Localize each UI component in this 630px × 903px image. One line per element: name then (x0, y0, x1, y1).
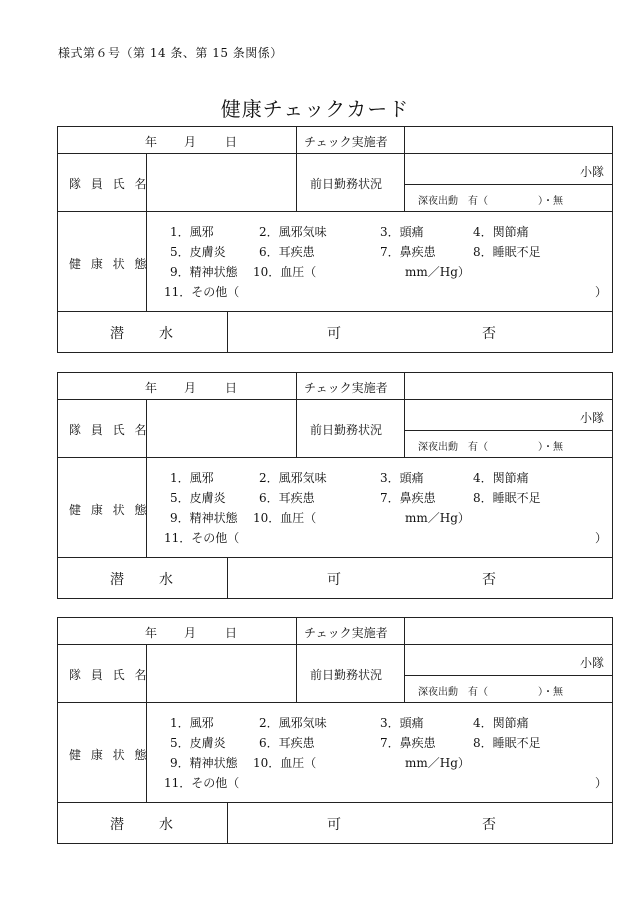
health-check-card (57, 617, 613, 844)
dive-label-char-1: 潜 (110, 326, 124, 342)
health-status-label: 健 康 状 態 (69, 748, 150, 762)
dive-label-char-2: 水 (159, 817, 173, 833)
member-name-label: 隊 員 氏 名 (69, 423, 150, 437)
condition-item[interactable]: 5．皮膚炎 (170, 245, 226, 259)
condition-item[interactable]: 7．鼻疾患 (380, 491, 436, 505)
dive-allowed-option[interactable]: 可 (327, 817, 341, 833)
condition-item[interactable]: 7．鼻疾患 (380, 736, 436, 750)
health-check-card (57, 372, 613, 599)
condition-item[interactable]: 8．睡眠不足 (473, 736, 541, 750)
dive-label-char-2: 水 (159, 326, 173, 342)
other-close-paren: ） (595, 776, 608, 790)
blood-pressure-unit: mm／Hg） (405, 265, 470, 279)
condition-item[interactable]: 6．耳疾患 (259, 245, 315, 259)
checker-label: チェック実施者 (304, 626, 388, 640)
condition-item[interactable]: 3．頭痛 (380, 471, 424, 485)
dive-denied-option[interactable]: 否 (482, 326, 496, 342)
member-name-field[interactable] (147, 154, 296, 211)
unit-suffix: 小隊 (580, 656, 605, 670)
checker-field[interactable] (405, 373, 612, 399)
conditions-list (147, 703, 612, 802)
condition-item[interactable]: 2．風邪気味 (259, 716, 327, 730)
month-label: 月 (184, 135, 197, 149)
other-close-paren: ） (595, 285, 608, 299)
dive-denied-option[interactable]: 否 (482, 572, 496, 588)
dive-denied-option[interactable]: 否 (482, 817, 496, 833)
condition-item[interactable]: 9．精神状態 (170, 265, 238, 279)
health-check-card (57, 126, 613, 353)
other-close-paren: ） (595, 531, 608, 545)
condition-item[interactable]: 8．睡眠不足 (473, 245, 541, 259)
checker-field[interactable] (405, 618, 612, 644)
day-label: 日 (225, 135, 238, 149)
condition-item[interactable]: 3．頭痛 (380, 225, 424, 239)
blood-pressure-unit: mm／Hg） (405, 511, 470, 525)
dive-label-char-1: 潜 (110, 817, 124, 833)
unit-suffix: 小隊 (580, 411, 605, 425)
form-reference: 様式第６号（第 14 条、第 15 条関係） (58, 46, 283, 60)
condition-item[interactable]: 1．風邪 (170, 225, 214, 239)
year-label: 年 (145, 135, 158, 149)
condition-item[interactable]: 5．皮膚炎 (170, 736, 226, 750)
member-name-field[interactable] (147, 645, 296, 702)
dive-allowed-option[interactable]: 可 (327, 572, 341, 588)
year-label: 年 (145, 626, 158, 640)
prev-duty-label: 前日勤務状況 (310, 668, 383, 682)
condition-item[interactable]: 4．関節痛 (473, 225, 529, 239)
condition-item[interactable]: 1．風邪 (170, 471, 214, 485)
condition-item[interactable]: 6．耳疾患 (259, 491, 315, 505)
condition-item[interactable]: 5．皮膚炎 (170, 491, 226, 505)
dive-label-char-2: 水 (159, 572, 173, 588)
conditions-list (147, 212, 612, 311)
condition-item[interactable]: 7．鼻疾患 (380, 245, 436, 259)
health-status-label: 健 康 状 態 (69, 503, 150, 517)
unit-suffix: 小隊 (580, 165, 605, 179)
year-label: 年 (145, 381, 158, 395)
condition-item[interactable]: 10．血圧（ (253, 265, 317, 279)
condition-item[interactable]: 8．睡眠不足 (473, 491, 541, 505)
checker-label: チェック実施者 (304, 135, 388, 149)
condition-item[interactable]: 4．関節痛 (473, 471, 529, 485)
night-duty-status[interactable]: 深夜出動 有（ ）・無 (418, 196, 563, 207)
condition-item[interactable]: 9．精神状態 (170, 511, 238, 525)
condition-item[interactable]: 2．風邪気味 (259, 225, 327, 239)
dive-allowed-option[interactable]: 可 (327, 326, 341, 342)
checker-field[interactable] (405, 127, 612, 153)
month-label: 月 (184, 626, 197, 640)
condition-item[interactable]: 1．風邪 (170, 716, 214, 730)
page-title: 健康チェックカード (220, 97, 410, 121)
prev-duty-label: 前日勤務状況 (310, 177, 383, 191)
dive-label-char-1: 潜 (110, 572, 124, 588)
health-status-label: 健 康 状 態 (69, 257, 150, 271)
condition-item[interactable]: 2．風邪気味 (259, 471, 327, 485)
condition-item[interactable]: 11．その他（ (164, 531, 240, 545)
condition-item[interactable]: 10．血圧（ (253, 756, 317, 770)
condition-item[interactable]: 3．頭痛 (380, 716, 424, 730)
prev-duty-label: 前日勤務状況 (310, 423, 383, 437)
condition-item[interactable]: 6．耳疾患 (259, 736, 315, 750)
condition-item[interactable]: 4．関節痛 (473, 716, 529, 730)
checker-label: チェック実施者 (304, 381, 388, 395)
night-duty-status[interactable]: 深夜出動 有（ ）・無 (418, 442, 563, 453)
conditions-list (147, 458, 612, 557)
member-name-label: 隊 員 氏 名 (69, 668, 150, 682)
condition-item[interactable]: 10．血圧（ (253, 511, 317, 525)
condition-item[interactable]: 9．精神状態 (170, 756, 238, 770)
condition-item[interactable]: 11．その他（ (164, 285, 240, 299)
night-duty-status[interactable]: 深夜出動 有（ ）・無 (418, 687, 563, 698)
member-name-label: 隊 員 氏 名 (69, 177, 150, 191)
month-label: 月 (184, 381, 197, 395)
day-label: 日 (225, 626, 238, 640)
condition-item[interactable]: 11．その他（ (164, 776, 240, 790)
day-label: 日 (225, 381, 238, 395)
blood-pressure-unit: mm／Hg） (405, 756, 470, 770)
member-name-field[interactable] (147, 400, 296, 457)
